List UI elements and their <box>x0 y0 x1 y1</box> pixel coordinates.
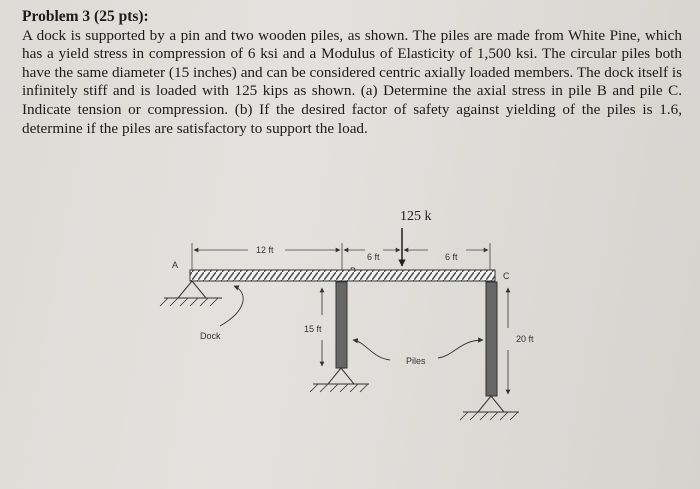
dock-diagram <box>150 200 534 489</box>
pile-b-length-label: 15 ft <box>304 324 322 334</box>
dock-label: Dock <box>200 331 221 341</box>
dock-beam <box>190 270 495 281</box>
point-c-label: C <box>503 271 510 281</box>
piles-leader-b <box>353 340 390 360</box>
problem-text: A dock is supported by a pin and two wooden piles, as shown. The piles are made from White Pine, which has a yield stress in compression of 6 ksi and a Modulus of Elasticity of 1,500 ksi. The circular piles both have the same diameter (15 inches) and can be considered centric axially loaded members. The dock itself is infinitely stiff and is loaded with 125 kips as shown. (a) Determine the axial stress in pile B and pile C. Indicate tension or compression. (b) If the desired factor of safety against yielding of the piles is 1.6, determine if the piles are satisfactory to support the load. <box>22 26 682 137</box>
point-a-label: A <box>172 260 179 270</box>
pin-support-a <box>160 281 222 306</box>
problem-statement <box>22 8 682 138</box>
problem-heading: Problem 3 (25 pts): <box>22 8 149 25</box>
dim-ab-label: 12 ft <box>256 245 274 255</box>
dock-leader <box>220 286 243 326</box>
pile-b <box>336 282 347 368</box>
pile-b-support <box>310 368 369 392</box>
piles-label: Piles <box>406 356 426 366</box>
load-label: 125 k <box>400 209 432 224</box>
dim-load-c-label: 6 ft <box>445 252 458 262</box>
piles-leader-c <box>438 340 483 358</box>
dim-b-load-label: 6 ft <box>367 252 380 262</box>
pile-c-length-label: 20 ft <box>516 334 534 344</box>
dock-figure <box>150 200 534 489</box>
pile-c-support <box>460 396 519 420</box>
pile-c <box>486 282 497 396</box>
